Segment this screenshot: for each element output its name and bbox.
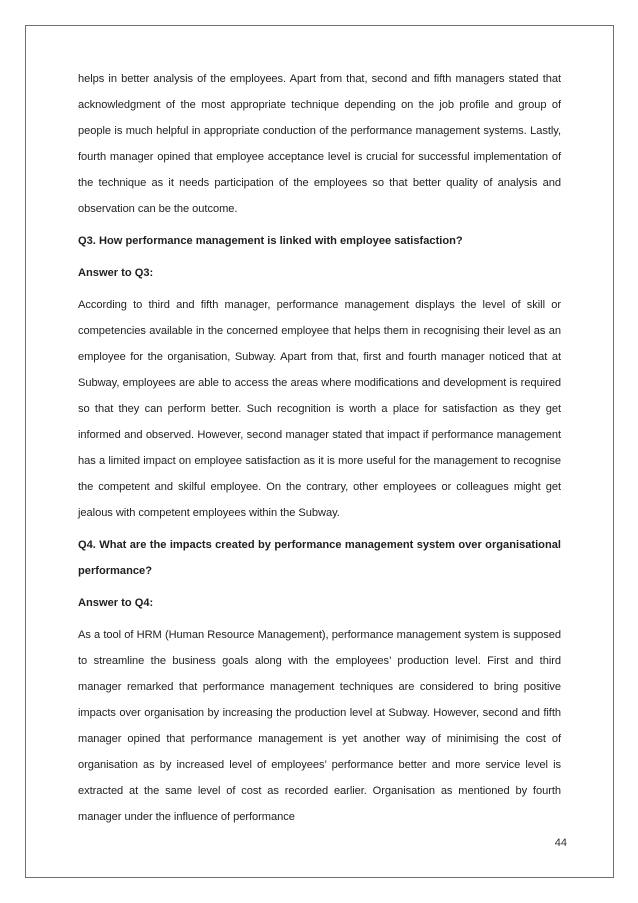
q3-question-heading: Q3. How performance management is linked with employee satisfaction? — [78, 235, 463, 247]
page-number: 44 — [554, 837, 567, 849]
q4-answer-paragraph: As a tool of HRM (Human Resource Management), performance management system is supposed to streamline the business goals along with the employees’ production level. First and third manager remarked that performance management techniques are considered to bring positive impacts over organisation by increasing the production level at Subway. However, second and fifth manager opined that performance management is yet another way of minimising the cost of organisation as by increased level of employees’ performance better and more service level is extracted at the same level of cost as recorded earlier. Organisation as mentioned by fourth manager under the influence of performance — [78, 629, 561, 823]
q4-question-heading: Q4. What are the impacts created by performance management system over organisational performance? — [78, 539, 561, 577]
q3-answer-paragraph: According to third and fifth manager, performance management displays the level of skill or competencies available in the concerned employee that helps them in recognising their level as an employee for the organisation, Subway. Apart from that, first and fourth manager noticed that at Subway, employees are able to access the areas where modifications and development is required so that they can perform better. Such recognition is worth a place for satisfaction as they get informed and observed. However, second manager stated that impact if performance management has a limited impact on employee satisfaction as it is more useful for the management to recognise the competent and skilful employee. On the contrary, other employees or colleagues might get jealous with competent employees within the Subway. — [78, 299, 561, 519]
q3-answer-label: Answer to Q3: — [78, 267, 154, 279]
intro-paragraph: helps in better analysis of the employees. Apart from that, second and fifth managers stated that acknowledgment of the most appropriate technique depending on the job profile and group of people is much helpful in appropriate conduction of the performance management systems. Lastly, fourth manager opined that employee acceptance level is crucial for successful implementation of the technique as it needs participation of the employees so that better quality of analysis and observation can be the outcome. — [78, 73, 561, 215]
q4-answer-label: Answer to Q4: — [78, 597, 154, 609]
document-body — [78, 66, 561, 830]
